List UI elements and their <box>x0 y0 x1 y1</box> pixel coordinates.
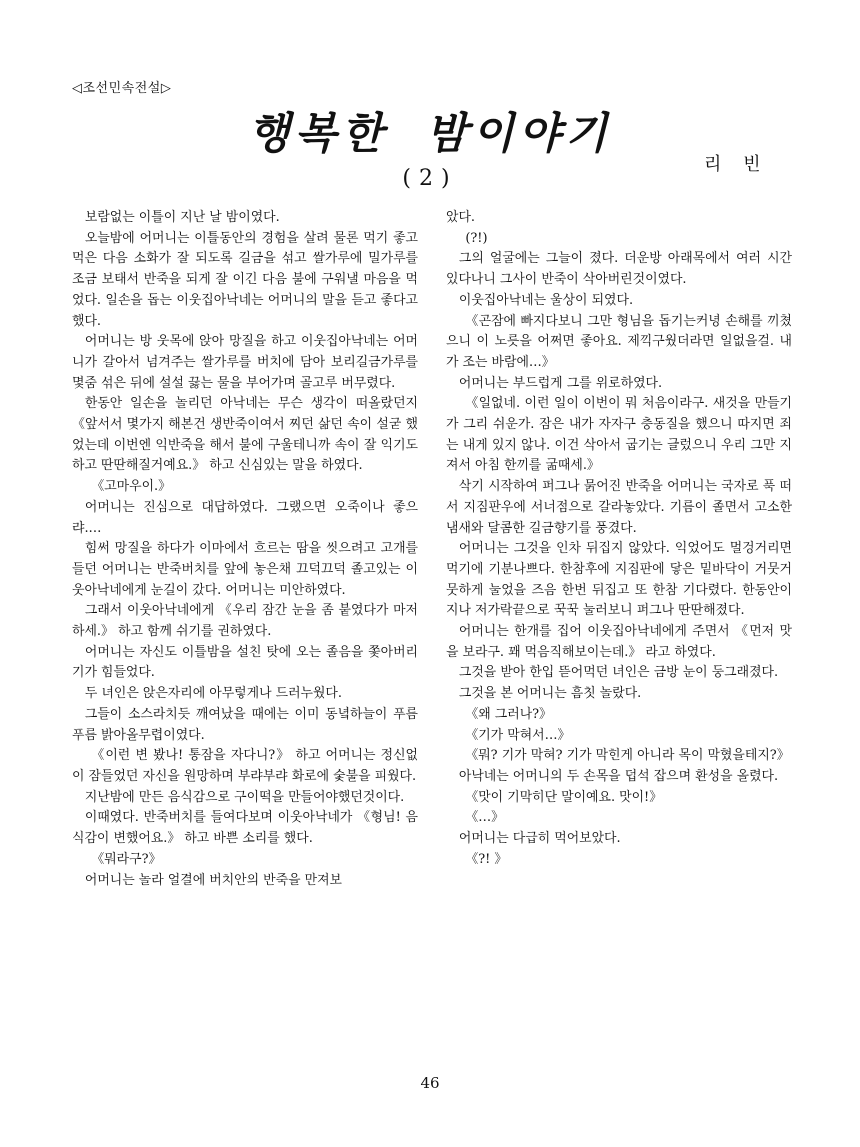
paragraph: 어머니는 한개를 집어 이웃집아낙네에게 주면서 《먼저 맛을 보라구. 꽤 먹음직해보이는데.》 라고 하였다. <box>446 624 792 660</box>
paragraph: 《맛이 기막히단 말이예요. 맛이!》 <box>465 789 663 805</box>
part-number: (2) <box>402 166 458 191</box>
paragraph: 《곤잠에 빠지다보니 그만 형님을 돕기는커녕 손해를 끼쳤으니 이 노릇을 어쩌면 좋아요. 제끽구웠더라면 일없을걸. 내가 조는 바람에…》 <box>446 313 792 370</box>
paragraph: 《?! 》 <box>465 851 508 867</box>
paragraph: 그것을 본 어머니는 흠칫 놀랐다. <box>458 686 642 702</box>
paragraph: 어머니는 자신도 이틀밤을 설친 탓에 오는 졸음을 쫓아버리기가 힘들었다. <box>72 644 418 681</box>
paragraph: 삭기 시작하여 퍼그나 묽어진 반죽을 어머니는 국자로 푹 떠서 지짐판우에 서너점으로 갈라놓았다. 기름이 졸면서 고소한 냄새와 달콤한 길금향기를 풍겼다. <box>446 479 792 536</box>
paragraph: 《왜 그러나?》 <box>465 706 552 722</box>
paragraph: 《기가 막혀서…》 <box>465 727 571 743</box>
paragraph: 어머니는 방 웃목에 앉아 망질을 하고 이웃집아낙네는 어머니가 갈아서 넘겨주는 쌀가루를 버치에 담아 보리길금가루를 몇줌 섞은 뒤에 설설 끓는 물을 부어가며 골고루 버무렸다. <box>72 334 418 391</box>
paragraph: 어머니는 다급히 먹어보았다. <box>458 831 621 847</box>
paragraph: 어머니는 진심으로 대답하였다. 그랬으면 오죽이나 좋으랴.… <box>72 499 418 536</box>
paragraph: 《이런 변 봤나! 통잠을 자다니?》 하고 어머니는 정신없이 잠들었던 자신을 원망하며 부랴부랴 화로에 숯불을 피웠다. <box>72 748 418 784</box>
paragraph: 《뭐? 기가 막혀? 기가 막힌게 아니라 목이 막혔을테지?》 <box>465 748 790 764</box>
paragraph: 《고마우이.》 <box>91 479 172 495</box>
paragraph: 《일없네. 이런 일이 이번이 뭐 처음이라구. 새것을 만들기가 그리 쉬운가. 잠은 내가 자자구 충동질을 했으니 따지면 죄는 내게 있지 않나. 이건 삭아서 굽기는 글렀으니 우리 그만 지져서 아침 한끼를 굶때세.》 <box>446 396 792 474</box>
paragraph: 그래서 이웃아낙네에게 《우리 잠간 눈을 좀 붙였다가 마저 하세.》 하고 함께 쉬기를 권하였다. <box>72 603 418 640</box>
paragraph: 이웃집아낙네는 울상이 되였다. <box>458 292 634 308</box>
page-number: 46 <box>420 1074 440 1092</box>
paragraph: (?!) <box>465 230 488 246</box>
paragraph: 보람없는 이틀이 지난 날 밤이였다. <box>84 210 280 225</box>
paragraph: 《뭐라구?》 <box>91 851 162 867</box>
paragraph: 지난밤에 만든 음식감으로 구이떡을 만들어야했던것이다. <box>84 789 405 805</box>
paragraph: 《…》 <box>465 810 505 826</box>
paragraph: 이때였다. 반죽버치를 들여다보며 이웃아낙네가 《형님! 음식감이 변했어요.》 하고 바쁜 소리를 했다. <box>72 810 418 847</box>
page-title: 행복한 밤이야기 <box>248 109 612 159</box>
paragraph: 어머니는 놀라 얼결에 버치안의 반죽을 만져보 <box>84 872 342 888</box>
paragraph: 아낙네는 어머니의 두 손목을 덥석 잡으며 환성을 올렸다. <box>458 768 779 784</box>
paragraph: 어머니는 그것을 인차 뒤집지 않았다. 익었어도 멀겅거리면 먹기에 기분나쁘다. 한참후에 지짐판에 닿은 밑바닥이 거뭇거뭇하게 눌었을 즈음 한번 뒤집고 또 한참 기다렸다. 한동안이 지나 저가락끝으로 꾹꾹 눌러보니 퍼그나 딴딴해졌다. <box>446 541 792 619</box>
series-label: ◁조선민속전설▷ <box>72 81 172 96</box>
paragraph: 두 녀인은 앉은자리에 아무렇게나 드러누웠다. <box>84 686 342 702</box>
right-column <box>446 208 792 871</box>
paragraph: 그들이 소스라치듯 깨여났을 때에는 이미 동녘하늘이 푸름푸름 밝아올무렵이였다. <box>72 706 418 743</box>
paragraph: 오늘밤에 어머니는 이틀동안의 경험을 살려 물론 먹기 좋고 먹은 다음 소화가 잘 되도록 길금을 섞고 쌀가루에 밀가루를 조금 보태서 반죽을 되게 잘 이긴 다음 불에 구워낼 마음을 먹었다. 일손을 돕는 이웃집아낙네는 어머니의 말을 듣고 좋다고 했다. <box>72 230 418 329</box>
paragraph: 그것을 받아 한입 뜯어먹던 녀인은 금방 눈이 둥그래졌다. <box>458 665 779 681</box>
paragraph: 았다. <box>446 210 476 225</box>
paragraph: 한동안 일손을 놀리던 아낙네는 무슨 생각이 떠올랐던지 《앞서서 몇가지 해본건 생반죽이여서 찌던 삶던 속이 설굳 했었는데 이번엔 익반죽을 해서 불에 구울테니까 속이 잘 익기도 하고 딴딴해질거예요.》 하고 신심있는 말을 하였다. <box>72 396 418 474</box>
left-column <box>72 208 418 891</box>
paragraph: 그의 얼굴에는 그늘이 졌다. 더운방 아래목에서 여러 시간 있다나니 그사이 반죽이 삭아버린것이였다. <box>446 251 792 288</box>
author-name: 리 빈 <box>704 154 769 175</box>
paragraph: 어머니는 부드럽게 그를 위로하였다. <box>458 375 663 391</box>
paragraph: 힘써 망질을 하다가 이마에서 흐르는 땀을 씻으려고 고개를 들던 어머니는 반죽버치를 앞에 놓은채 끄덕끄덕 졸고있는 이웃아낙네에게 눈길이 갔다. 어머니는 미안하였다. <box>72 541 418 598</box>
